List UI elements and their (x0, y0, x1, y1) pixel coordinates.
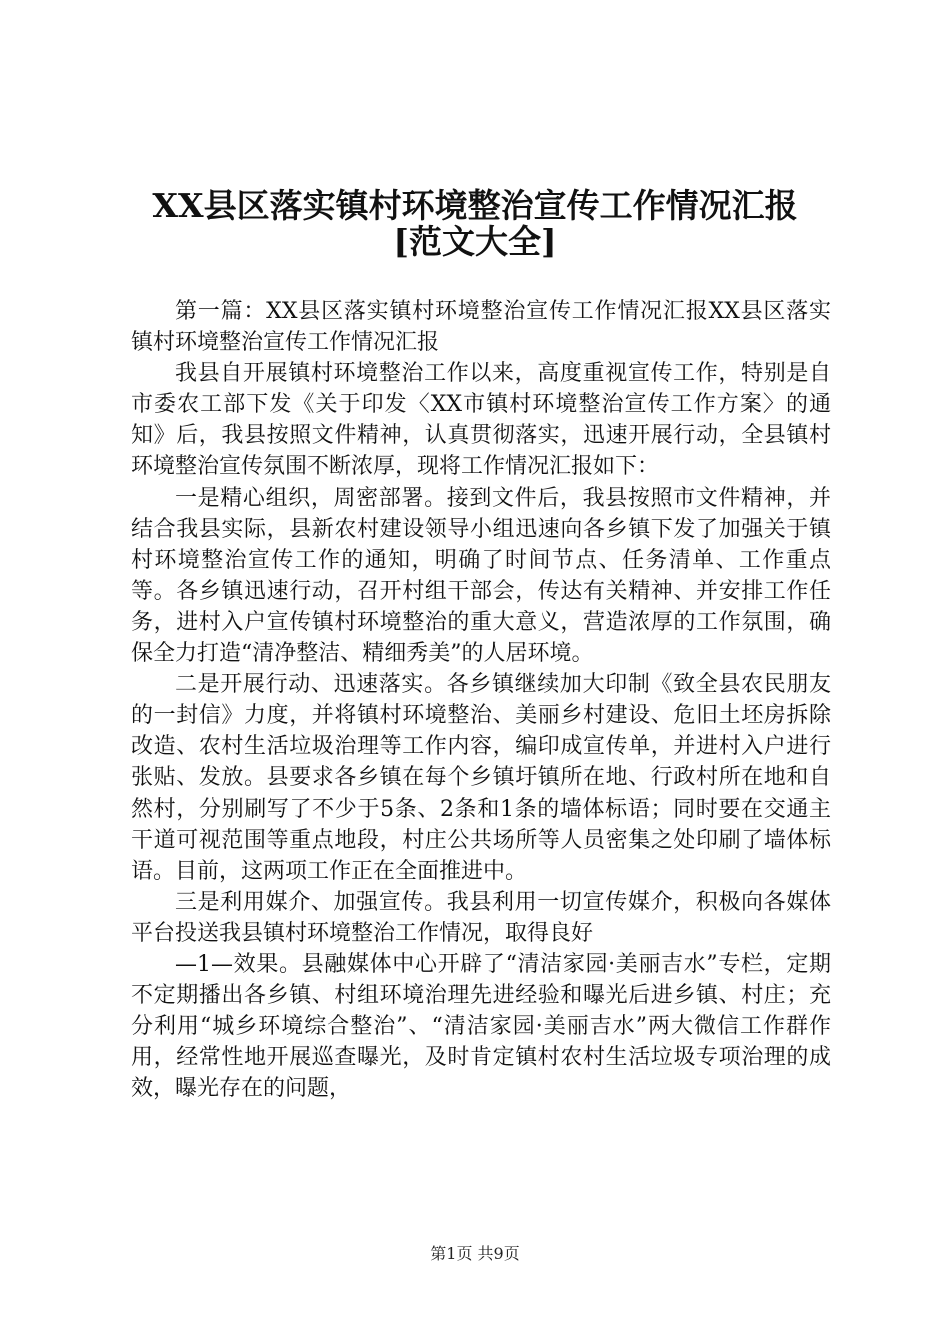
document-body (131, 296, 831, 1104)
paragraph-overview: 我县自开展镇村环境整治工作以来，高度重视宣传工作，特别是自市委农工部下发《关于印发〈XX市镇村环境整治宣传工作方案〉的通知》后，我县按照文件精神，认真贯彻落实，迅速开展行动，全县镇村环境整治宣传氛围不断浓厚，现将工作情况汇报如下： (131, 361, 831, 480)
paragraph-intro: 第一篇：XX县区落实镇村环境整治宣传工作情况汇报XX县区落实镇村环境整治宣传工作情况汇报 (131, 299, 831, 356)
paragraph-point-three: 三是利用媒介、加强宣传。我县利用一切宣传媒介，积极向各媒体平台投送我县镇村环境整治工作情况，取得良好 (131, 889, 831, 946)
document-title: XX县区落实镇村环境整治宣传工作情况汇报 (152, 186, 798, 225)
paragraph-continuation: —1—效果。县融媒体中心开辟了“清洁家园·美丽吉水”专栏，定期不定期播出各乡镇、村组环境治理先进经验和曝光后进乡镇、村庄；充分利用“城乡环境综合整治”、“清洁家园·美丽吉水”两大微信工作群作用，经常性地开展巡查曝光，及时肯定镇村农村生活垃圾专项治理的成效，曝光存在的问题， (131, 951, 831, 1102)
paragraph-point-one: 一是精心组织，周密部署。接到文件后，我县按照市文件精神，并结合我县实际，县新农村建设领导小组迅速向各乡镇下发了加强关于镇村环境整治宣传工作的通知，明确了时间节点、任务清单、工作重点等。各乡镇迅速行动，召开村组干部会，传达有关精神、并安排工作任务，进村入户宣传镇村环境整治的重大意义，营造浓厚的工作氛围，确保全力打造“清净整洁、精细秀美”的人居环境。 (131, 485, 831, 667)
document-subtitle: [范文大全] (393, 222, 557, 261)
paragraph-point-two: 二是开展行动、迅速落实。各乡镇继续加大印制《致全县农民朋友的一封信》力度，并将镇村环境整治、美丽乡村建设、危旧土坯房拆除改造、农村生活垃圾治理等工作内容，编印成宣传单，并进村入户进行张贴、发放。县要求各乡镇在每个乡镇圩镇所在地、行政村所在地和自然村，分别刷写了不少于5条、2条和1条的墙体标语；同时要在交通主干道可视范围等重点地段，村庄公共场所等人员密集之处印刷了墙体标语。目前，这两项工作正在全面推进中。 (131, 672, 831, 884)
page-number-footer: 第1页 共9页 (430, 1244, 520, 1263)
